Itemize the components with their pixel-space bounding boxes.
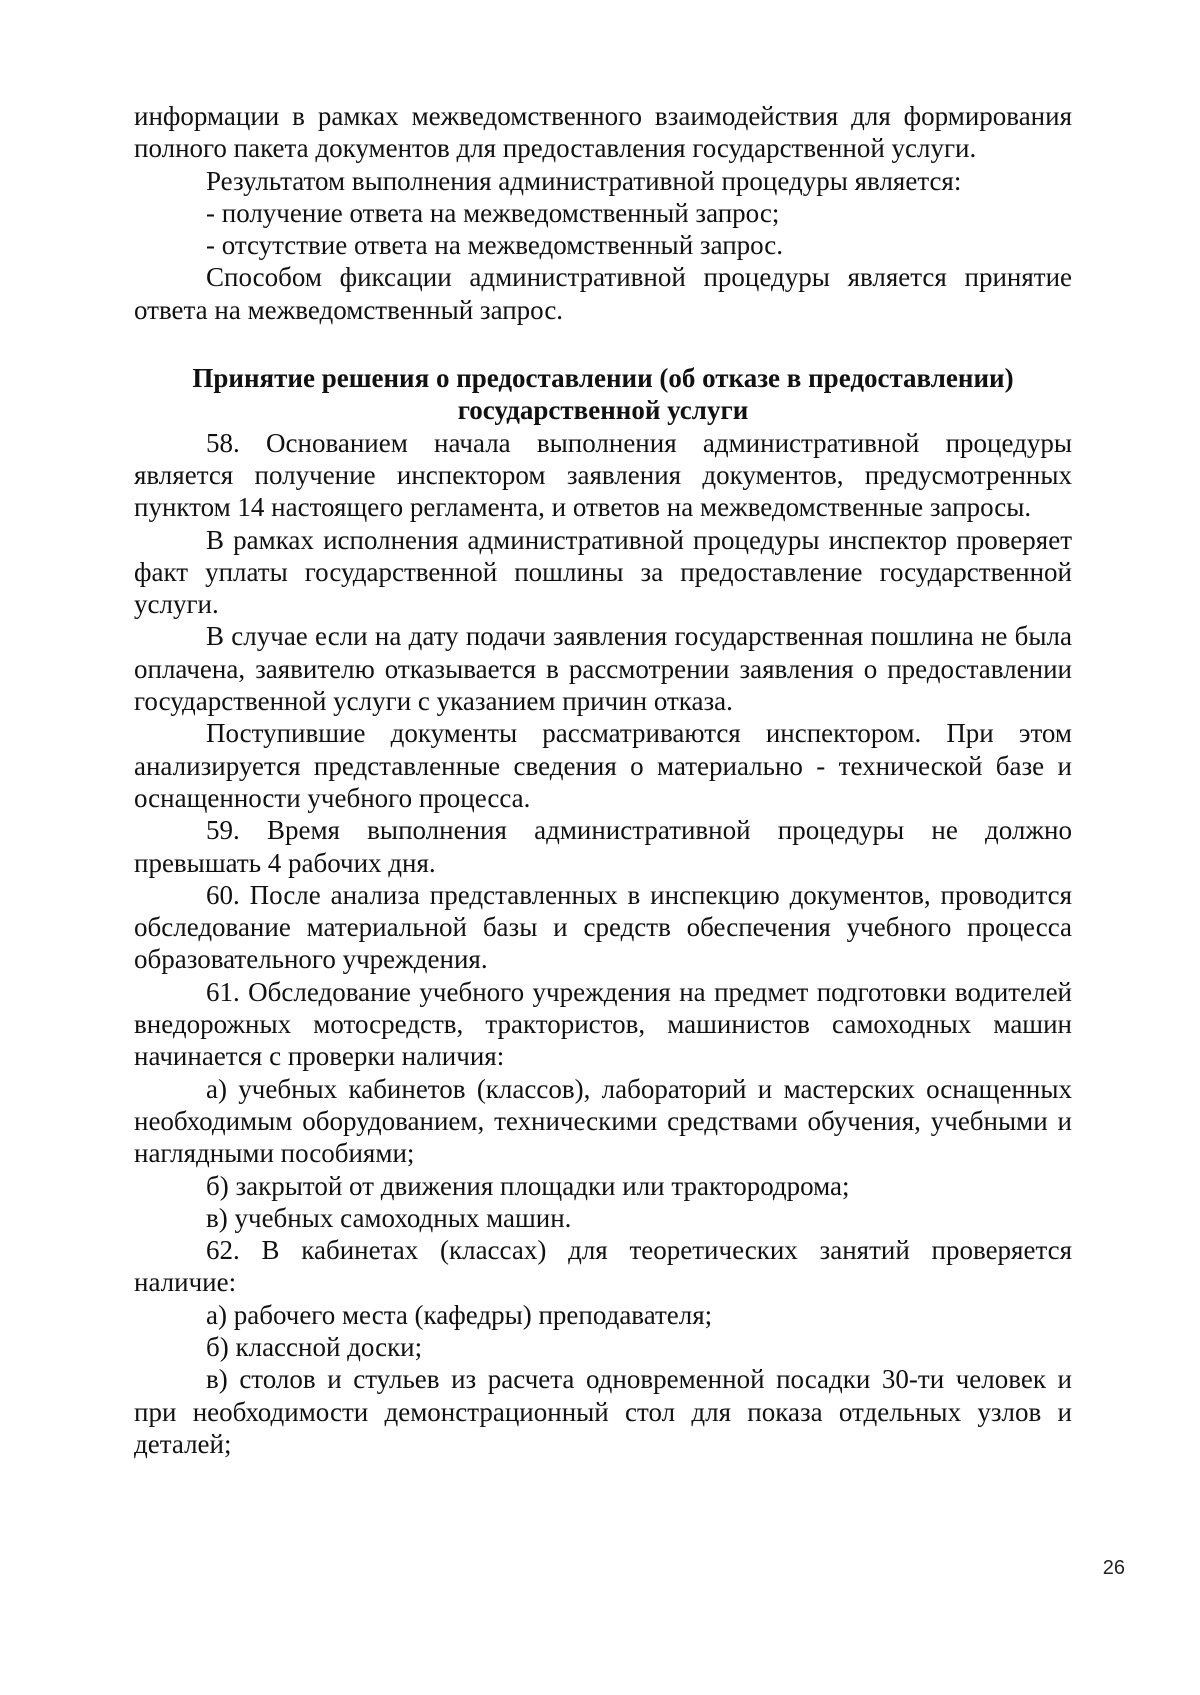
paragraph-result-intro: Результатом выполнения административной процедуры является:	[206, 165, 962, 196]
paragraph-58: 58. Основанием начала выполнения административной процедуры является получение инспектором заявления документов, предусмотренных пунктом 14 настоящего регламента, и ответов на межведомственные запросы.	[134, 427, 1072, 523]
paragraph-fixation-method: Способом фиксации административной процедуры является принятие ответа на межведомственный запрос.	[134, 262, 1072, 325]
paragraph-fee-unpaid: В случае если на дату подачи заявления государственная пошлина не была оплачена, заявителю отказывается в рассмотрении заявления о предоставлении государственной услуги с указанием причин отказа.	[134, 621, 1072, 717]
paragraph-fee-check: В рамках исполнения административной процедуры инспектор проверяет факт уплаты государственной пошлины за предоставление государственной услуги.	[134, 524, 1072, 620]
list-item-response-received: - получение ответа на межведомственный запрос;	[206, 197, 780, 228]
paragraph-59: 59. Время выполнения административной процедуры не должно превышать 4 рабочих дня.	[134, 815, 1072, 878]
paragraph-62: 62. В кабинетах (классах) для теоретических занятий проверяется наличие:	[134, 1235, 1072, 1298]
section-heading-line-2: государственной услуги	[457, 395, 749, 426]
section-heading-line-1: Принятие решения о предоставлении (об отказе в предоставлении)	[192, 363, 1014, 394]
list-item-61c: в) учебных самоходных машин.	[206, 1202, 572, 1233]
paragraph-61: 61. Обследование учебного учреждения на предмет подготовки водителей внедорожных мотосредств, трактористов, машинистов самоходных машин начинается с проверки наличия:	[134, 976, 1072, 1072]
list-item-62a: а) рабочего места (кафедры) преподавателя;	[206, 1299, 713, 1330]
document-page	[134, 100, 1072, 1460]
list-item-62b: б) классной доски;	[206, 1331, 423, 1362]
list-item-62c: в) столов и стульев из расчета одновременной посадки 30-ти человек и при необходимости демонстрационный стол для показа отдельных узлов и деталей;	[134, 1364, 1072, 1459]
page-number: 26	[1102, 1557, 1125, 1579]
list-item-response-absent: - отсутствие ответа на межведомственный запрос.	[206, 230, 784, 261]
paragraph-documents-reviewed: Поступившие документы рассматриваются инспектором. При этом анализируется представленные сведения о материально - технической базе и оснащенности учебного процесса.	[134, 718, 1072, 813]
list-item-61b: б) закрытой от движения площадки или трактородрома;	[206, 1170, 850, 1201]
section-heading	[134, 362, 1072, 427]
paragraph-60: 60. После анализа представленных в инспекцию документов, проводится обследование материальной базы и средств обеспечения учебного процесса образовательного учреждения.	[134, 879, 1072, 975]
list-item-61a: а) учебных кабинетов (классов), лабораторий и мастерских оснащенных необходимым оборудованием, техническими средствами обучения, учебными и наглядными пособиями;	[134, 1073, 1072, 1169]
paragraph-continuation: информации в рамках межведомственного взаимодействия для формирования полного пакета документов для предоставления государственной услуги.	[134, 101, 1072, 164]
